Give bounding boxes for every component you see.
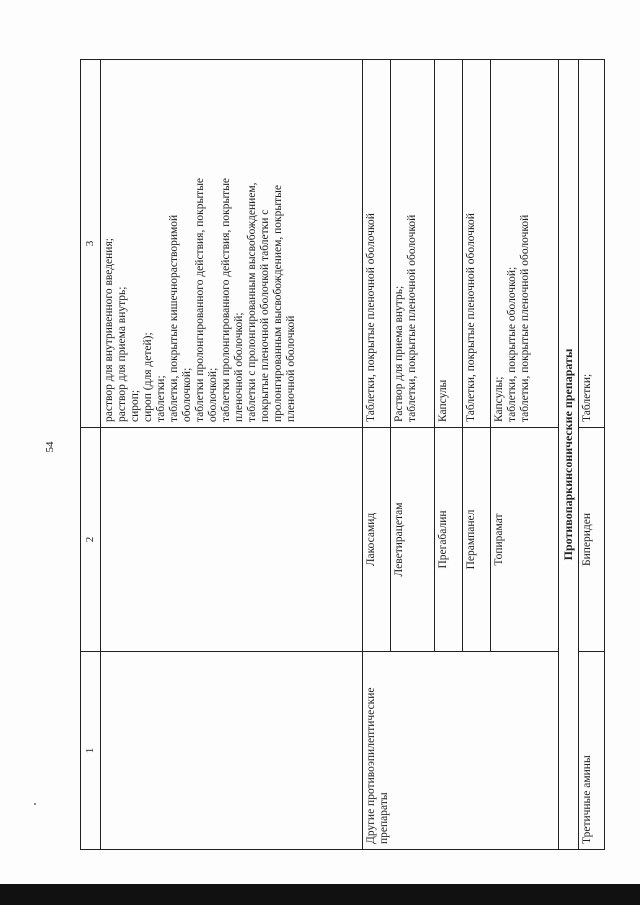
dosage-form-line: сироп; — [129, 389, 141, 422]
dosage-form-line: Таблетки, покрытые пленочной оболочкой — [465, 213, 477, 422]
group-cell — [363, 652, 559, 850]
dosage-form-line: раствор для внутривенного введения; — [103, 238, 115, 422]
drug-name-cell: Бипериден — [579, 428, 605, 652]
dosage-form-line: пленочной оболочкой — [285, 315, 297, 422]
dosage-form-line: таблетки, покрытые оболочкой; — [506, 266, 518, 422]
group-cell — [101, 652, 363, 850]
dosage-form-line: Таблетки, покрытые пленочной оболочкой — [365, 213, 377, 422]
column-number: 3 — [81, 60, 101, 428]
table-row — [363, 60, 391, 850]
scan-edge — [0, 884, 640, 905]
drug-name-cell: Прегабалин — [435, 428, 463, 652]
group-name-line: препараты — [378, 792, 390, 844]
dosage-form-line: таблетки, покрытые пленочной оболочкой — [519, 214, 531, 422]
dosage-form-line: таблетки, покрытые пленочной оболочкой — [406, 214, 418, 422]
dosage-form-line: таблетки пролонгированного действия, покрытые — [220, 177, 232, 422]
dosage-form-cell — [101, 60, 363, 428]
column-number: 1 — [81, 652, 101, 850]
table-row — [101, 60, 363, 850]
drug-name-cell: Перампанел — [463, 428, 491, 652]
drug-name-cell: Леветирацетам — [391, 428, 435, 652]
dosage-form-line: пленочной оболочкой; — [233, 312, 245, 422]
dosage-form-line: сироп (для детей); — [142, 332, 154, 422]
dosage-form-line: таблетки, покрытые кишечнорастворимой — [168, 214, 180, 422]
table-row — [579, 60, 605, 850]
dosage-form-line: Раствор для приема внутрь; — [393, 285, 405, 422]
dosage-form-line: таблетки; — [155, 375, 167, 422]
dosage-form-cell — [463, 60, 491, 428]
column-number-row — [81, 60, 101, 850]
dosage-form-line: пролонгированным высвобождением, покрытые — [272, 185, 284, 422]
dosage-form-line: оболочкой; — [207, 367, 219, 422]
column-number: 2 — [81, 428, 101, 652]
drug-name-cell — [101, 428, 363, 652]
dosage-form-cell — [435, 60, 463, 428]
drug-name-cell: Топирамат — [491, 428, 559, 652]
group-name-line: Другие противоэпилептические — [365, 687, 377, 844]
dosage-form-line: таблетки с пролонгированным высвобождением, — [246, 182, 258, 422]
dosage-form-line: Капсулы — [437, 379, 449, 422]
dosage-form-line: покрытые пленочной оболочкой таблетки с — [259, 209, 271, 422]
dosage-form-cell — [363, 60, 391, 428]
section-header: Противопаркинсонические препараты — [559, 60, 579, 850]
dosage-form-cell: Таблетки; — [579, 60, 605, 428]
rotated-page-content — [80, 60, 593, 850]
dosage-form-line: таблетки пролонгированного действия, покрытые — [194, 177, 206, 422]
dosage-form-line: оболочкой; — [181, 367, 193, 422]
scan-dot — [34, 803, 36, 805]
drug-name-cell: Лакосамид — [363, 428, 391, 652]
drug-table — [80, 59, 605, 850]
group-cell: Третичные амины — [579, 652, 605, 850]
section-header-row — [559, 60, 579, 850]
dosage-form-line: раствор для приема внутрь; — [116, 286, 128, 422]
page-number: 54 — [44, 441, 56, 453]
dosage-form-cell — [391, 60, 435, 428]
dosage-form-line: Капсулы; — [493, 376, 505, 422]
dosage-form-cell — [491, 60, 559, 428]
